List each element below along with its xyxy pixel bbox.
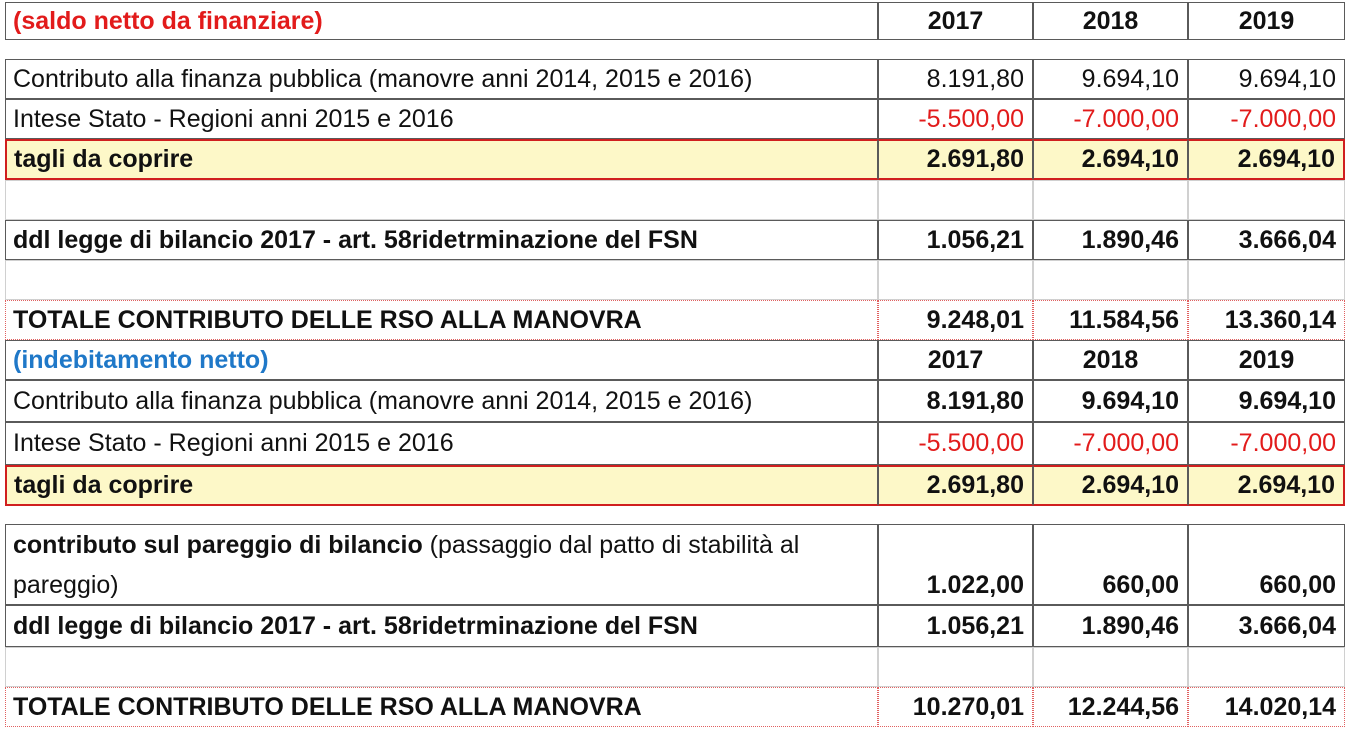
row-label[interactable]: Intese Stato - Regioni anni 2015 e 2016 xyxy=(5,99,878,139)
empty-cell[interactable] xyxy=(1033,647,1188,687)
row-label[interactable]: Contributo alla finanza pubblica (manovre anni 2014, 2015 e 2016) xyxy=(5,59,878,99)
empty-cell[interactable] xyxy=(1188,647,1345,687)
row-label[interactable]: tagli da coprire xyxy=(5,139,878,180)
empty-cell[interactable] xyxy=(5,180,878,220)
row-label[interactable]: ddl legge di bilancio 2017 - art. 58ridetrminazione del FSN xyxy=(5,220,878,260)
value-2018[interactable]: 2.694,10 xyxy=(1033,139,1188,180)
contributo-row xyxy=(5,59,1345,99)
value-2017[interactable]: 8.191,80 xyxy=(878,380,1033,422)
section2-header-row xyxy=(5,340,1345,380)
value-2017[interactable]: -5.500,00 xyxy=(878,422,1033,465)
intese-row xyxy=(5,422,1345,465)
empty-cell[interactable] xyxy=(1033,260,1188,300)
row-label[interactable] xyxy=(5,524,878,605)
value-2018[interactable]: 12.244,56 xyxy=(1033,687,1188,727)
value-2017[interactable]: 2.691,80 xyxy=(878,465,1033,506)
value-2018[interactable]: 1.890,46 xyxy=(1033,605,1188,647)
value-2019[interactable]: 9.694,10 xyxy=(1188,380,1345,422)
tagli-row xyxy=(5,465,1345,506)
row-label[interactable]: Contributo alla finanza pubblica (manovre anni 2014, 2015 e 2016) xyxy=(5,380,878,422)
pareggio-label-bold: contributo sul pareggio di bilancio xyxy=(13,530,423,559)
totale-row xyxy=(5,300,1345,340)
year-2018-header[interactable]: 2018 xyxy=(1033,340,1188,380)
totale-row xyxy=(5,687,1345,727)
value-2018[interactable]: 11.584,56 xyxy=(1033,300,1188,340)
empty-cell[interactable] xyxy=(1033,180,1188,220)
value-2017[interactable]: -5.500,00 xyxy=(878,99,1033,139)
empty-cell[interactable] xyxy=(878,647,1033,687)
empty-row xyxy=(5,647,1345,687)
value-2019[interactable]: 660,00 xyxy=(1188,524,1345,605)
empty-row xyxy=(5,180,1345,220)
value-2018[interactable]: 2.694,10 xyxy=(1033,465,1188,506)
value-2019[interactable]: 3.666,04 xyxy=(1188,220,1345,260)
pareggio-label-line2: pareggio) xyxy=(13,570,119,599)
empty-cell[interactable] xyxy=(5,260,878,300)
empty-cell[interactable] xyxy=(1188,260,1345,300)
intese-row xyxy=(5,99,1345,139)
year-2017-header[interactable]: 2017 xyxy=(878,340,1033,380)
value-2019[interactable]: 2.694,10 xyxy=(1188,465,1345,506)
section1-header-row xyxy=(5,2,1345,40)
value-2018[interactable]: 9.694,10 xyxy=(1033,380,1188,422)
value-2018[interactable]: 660,00 xyxy=(1033,524,1188,605)
value-2017[interactable]: 2.691,80 xyxy=(878,139,1033,180)
value-2017[interactable]: 9.248,01 xyxy=(878,300,1033,340)
year-2019-header[interactable]: 2019 xyxy=(1188,2,1345,40)
section2-title[interactable]: (indebitamento netto) xyxy=(5,340,878,380)
year-2017-header[interactable]: 2017 xyxy=(878,2,1033,40)
contributo-row xyxy=(5,380,1345,422)
value-2019[interactable]: 14.020,14 xyxy=(1188,687,1345,727)
value-2017[interactable]: 1.022,00 xyxy=(878,524,1033,605)
empty-row xyxy=(5,260,1345,300)
empty-cell[interactable] xyxy=(878,180,1033,220)
value-2017[interactable]: 10.270,01 xyxy=(878,687,1033,727)
ddl-row xyxy=(5,605,1345,647)
pareggio-label-rest: (passaggio dal patto di stabilità al xyxy=(422,530,800,559)
pareggio-row xyxy=(5,524,1345,605)
empty-cell[interactable] xyxy=(1188,180,1345,220)
value-2017[interactable]: 1.056,21 xyxy=(878,605,1033,647)
value-2019[interactable]: 2.694,10 xyxy=(1188,139,1345,180)
value-2017[interactable]: 8.191,80 xyxy=(878,59,1033,99)
row-label[interactable]: ddl legge di bilancio 2017 - art. 58ridetrminazione del FSN xyxy=(5,605,878,647)
value-2017[interactable]: 1.056,21 xyxy=(878,220,1033,260)
ddl-row xyxy=(5,220,1345,260)
value-2018[interactable]: -7.000,00 xyxy=(1033,422,1188,465)
value-2018[interactable]: 1.890,46 xyxy=(1033,220,1188,260)
row-label[interactable]: tagli da coprire xyxy=(5,465,878,506)
value-2019[interactable]: -7.000,00 xyxy=(1188,422,1345,465)
row-label[interactable]: TOTALE CONTRIBUTO DELLE RSO ALLA MANOVRA xyxy=(5,687,878,727)
value-2019[interactable]: 9.694,10 xyxy=(1188,59,1345,99)
tagli-row xyxy=(5,139,1345,180)
empty-cell[interactable] xyxy=(878,260,1033,300)
value-2019[interactable]: 13.360,14 xyxy=(1188,300,1345,340)
row-label[interactable]: Intese Stato - Regioni anni 2015 e 2016 xyxy=(5,422,878,465)
year-2019-header[interactable]: 2019 xyxy=(1188,340,1345,380)
value-2018[interactable]: 9.694,10 xyxy=(1033,59,1188,99)
section1-title[interactable]: (saldo netto da finanziare) xyxy=(5,2,878,40)
budget-table xyxy=(5,2,1345,737)
empty-cell[interactable] xyxy=(5,647,878,687)
row-label[interactable]: TOTALE CONTRIBUTO DELLE RSO ALLA MANOVRA xyxy=(5,300,878,340)
year-2018-header[interactable]: 2018 xyxy=(1033,2,1188,40)
value-2018[interactable]: -7.000,00 xyxy=(1033,99,1188,139)
value-2019[interactable]: 3.666,04 xyxy=(1188,605,1345,647)
value-2019[interactable]: -7.000,00 xyxy=(1188,99,1345,139)
pareggio-label-line1 xyxy=(13,525,799,565)
